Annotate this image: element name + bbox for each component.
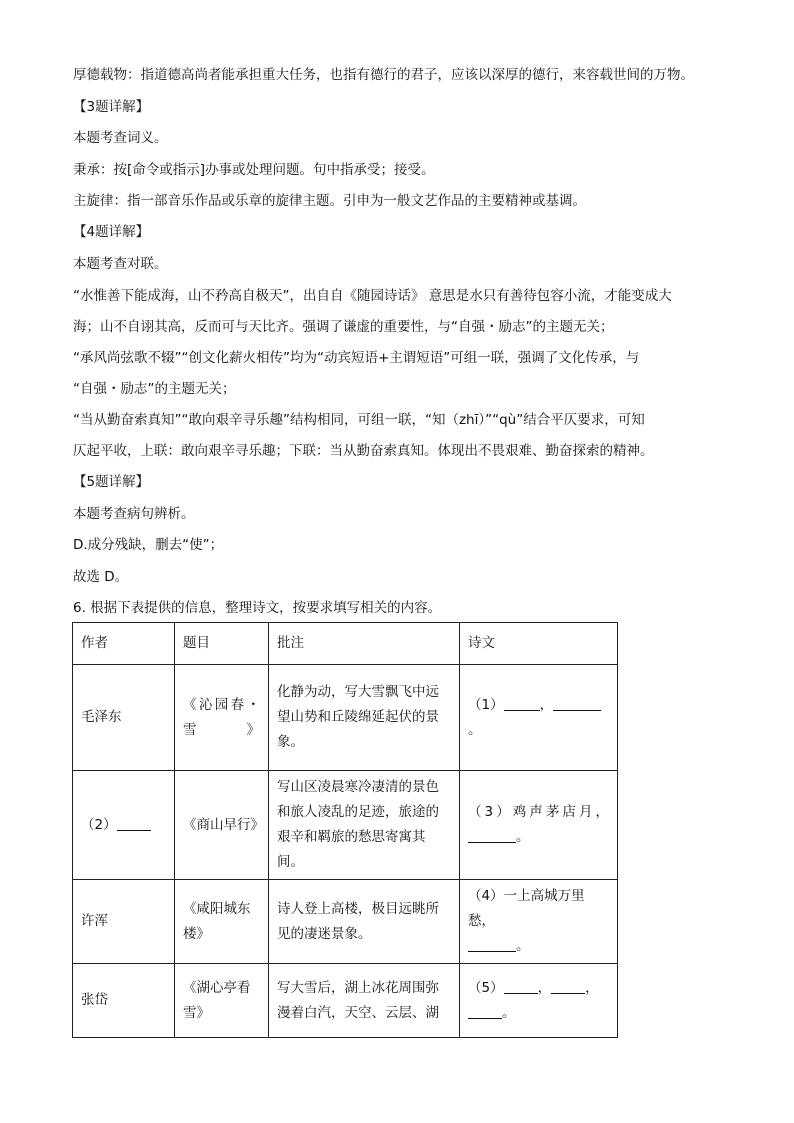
title-cell: 《商山早行》: [175, 771, 269, 880]
punctuation: ，: [539, 696, 554, 713]
answer-blank[interactable]: [504, 979, 538, 994]
note-cell: 写山区凌晨寒冷凄清的景色和旅人凌乱的足迹，旅途的艰辛和羁旅的愁思寄寓其间。: [269, 771, 460, 880]
text-line: 海；山不自诩其高，反而可与天比齐。强调了谦虚的重要性，与“自强・励志”的主题无关；: [73, 319, 614, 335]
poem-cell: [460, 964, 618, 1038]
header-cell: 作者: [73, 623, 175, 665]
text-line: 本题考查对联。: [73, 256, 168, 272]
blank-number: （2）: [81, 816, 117, 833]
answer-blank[interactable]: [468, 828, 516, 843]
text-line: 本题考查词义。: [73, 130, 168, 146]
section-heading: 【3题详解】: [73, 99, 150, 115]
section-heading: 【5题详解】: [73, 474, 150, 490]
table-row: [73, 880, 618, 964]
answer-blank[interactable]: [551, 979, 585, 994]
text-line: “承风尚弦歌不辍”“创文化薪火相传”均为“动宾短语+主谓短语”可组一联，强调了文化传承，与: [73, 350, 640, 366]
poem-table: [72, 622, 618, 1038]
poem-cell: [460, 880, 618, 964]
poem-line: （4）一上高城万里愁，: [468, 888, 585, 929]
header-cell: 诗文: [460, 623, 618, 665]
table-header-row: [73, 623, 618, 665]
answer-blank[interactable]: [504, 696, 540, 711]
text-line: 厚德载物：指道德高尚者能承担重大任务，也指有德行的君子，应该以深厚的德行，来容载世间的万物。: [73, 67, 694, 83]
title-cell: 《湖心亭看雪》: [175, 964, 269, 1038]
text-line: 秉承：按[命令或指示]办事或处理问题。句中指承受；接受。: [73, 162, 435, 178]
answer-blank[interactable]: [117, 816, 151, 831]
poem-line: （3）鸡声茅店月，: [468, 804, 609, 820]
text-line: 故选 D。: [73, 569, 129, 585]
answer-blank[interactable]: [553, 696, 601, 711]
answer-blank[interactable]: [468, 1004, 502, 1019]
text-line: D.成分残缺，删去“使”；: [73, 537, 224, 553]
punctuation: ，: [537, 979, 552, 996]
text-line: “自强・励志”的主题无关；: [73, 381, 236, 397]
table-row: [73, 771, 618, 880]
blank-number: （5）: [468, 979, 504, 996]
title-cell: 《沁园春・雪》: [175, 665, 269, 771]
blank-number: （1）: [468, 696, 504, 713]
note-cell: 化静为动，写大雪飘飞中远望山势和丘陵绵延起伏的景象。: [269, 665, 460, 771]
poem-cell: [460, 665, 618, 771]
section-heading: 【4题详解】: [73, 224, 150, 240]
author-cell: 毛泽东: [73, 665, 175, 771]
author-cell: 许浑: [73, 880, 175, 964]
author-cell: [73, 771, 175, 880]
header-cell: 题目: [175, 623, 269, 665]
punctuation: 。: [516, 829, 530, 845]
punctuation: ，: [585, 979, 599, 996]
table-row: [73, 665, 618, 771]
header-cell: 批注: [269, 623, 460, 665]
text-line: 仄起平收，上联：敢向艰辛寻乐趣；下联：当从勤奋索真知。体现出不畏艰难、勤奋探索的精神。: [73, 443, 654, 459]
text-line: “水惟善下能成海，山不矜高自极天”，出自自《随园诗话》 意思是水只有善待包容小流，才能变成大: [73, 288, 672, 304]
question-prompt: 6. 根据下表提供的信息，整理诗文，按要求填写相关的内容。: [73, 600, 442, 616]
table-row: [73, 964, 618, 1038]
punctuation: 。: [502, 1004, 516, 1021]
punctuation: 。: [468, 721, 482, 738]
text-line: 主旋律：指一部音乐作品或乐章的旋律主题。引申为一般文艺作品的主要精神或基调。: [73, 193, 586, 209]
author-cell: 张岱: [73, 964, 175, 1038]
text-line: “当从勤奋索真知”“敢向艰辛寻乐趣”结构相同，可组一联，“知（zhī）”“qù”结合平仄要求，可知: [73, 412, 645, 428]
answer-blank[interactable]: [468, 937, 516, 952]
poem-cell: [460, 771, 618, 880]
punctuation: 。: [516, 938, 530, 954]
note-cell: 诗人登上高楼，极目远眺所见的凄迷景象。: [269, 880, 460, 964]
text-line: 本题考查病句辨析。: [73, 506, 195, 522]
title-cell: 《咸阳城东楼》: [175, 880, 269, 964]
note-cell: 写大雪后，湖上冰花周围弥漫着白汽，天空、云层、湖: [269, 964, 460, 1038]
